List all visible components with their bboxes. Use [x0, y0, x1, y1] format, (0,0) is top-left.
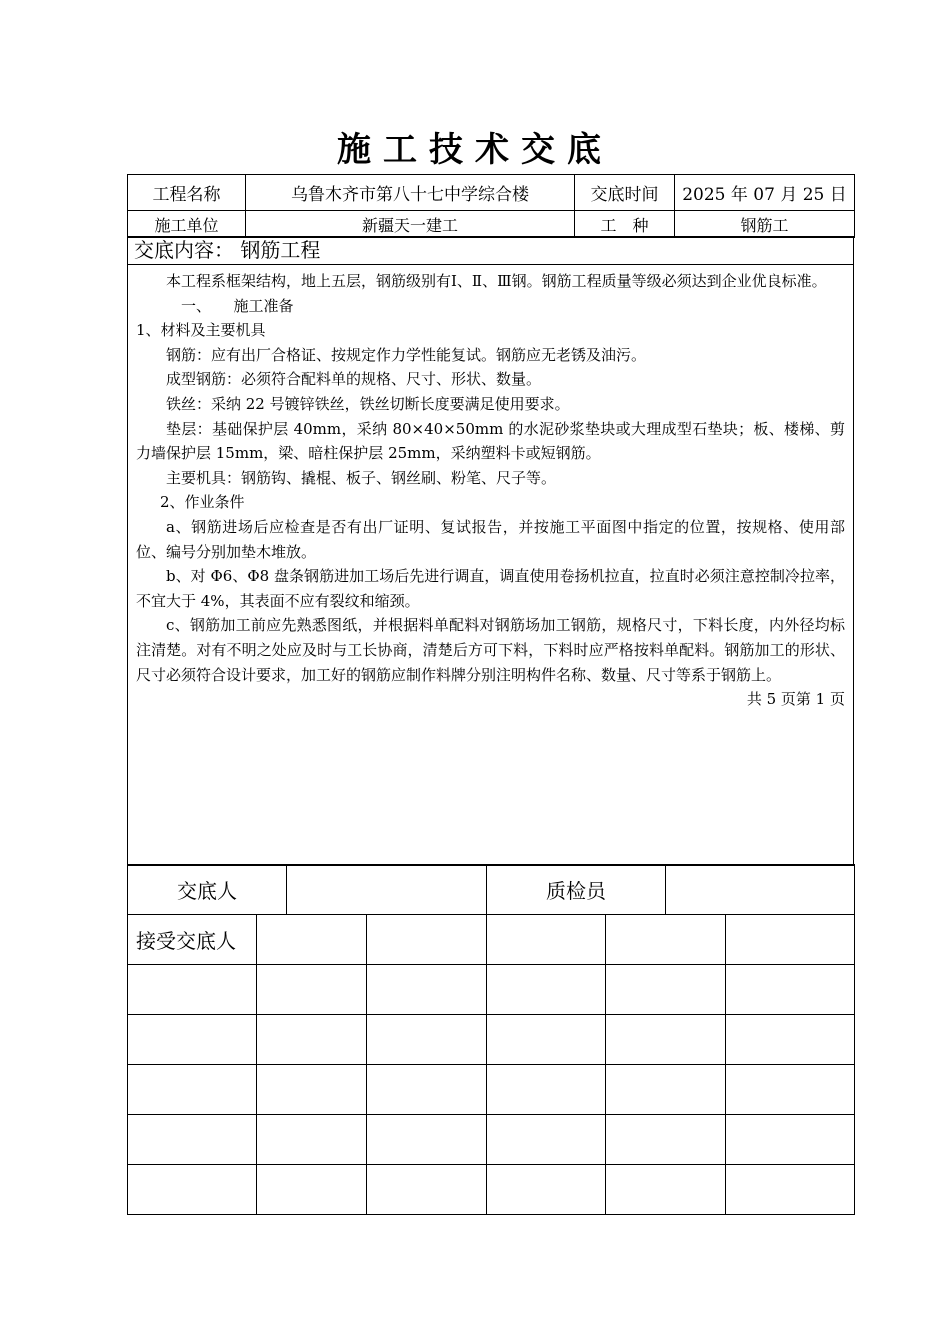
receiver-cell — [257, 1065, 367, 1115]
receiver-row — [128, 1065, 855, 1115]
item-formed-rebar: 成型钢筋：必须符合配料单的规格、尺寸、形状、数量。 — [166, 370, 542, 389]
receiver-cell — [487, 1015, 606, 1065]
construction-unit-value: 新疆天一建工 — [246, 211, 575, 238]
receiver-row — [128, 1015, 855, 1065]
receiver-row — [128, 1165, 855, 1215]
inspector-field — [666, 865, 855, 915]
project-name-value: 乌鲁木齐市第八十七中学综合楼 — [246, 175, 575, 211]
inspector-label: 质检员 — [487, 865, 666, 915]
project-name-label: 工程名称 — [128, 175, 246, 211]
receiver-row — [128, 965, 855, 1015]
receiver-cell — [257, 1015, 367, 1065]
receiver-cell — [487, 1115, 606, 1165]
receiver-cell — [257, 1165, 367, 1215]
receiver-cell — [726, 1115, 855, 1165]
condition-c: c、钢筋加工前应先熟悉图纸，并根据料单配料对钢筋场加工钢筋，规格尺寸，下料长度，内外径均标注清楚。对有不明之处应及时与工长协商，清楚后方可下料，下料时应严格按料单配料。钢筋加工的形状、尺寸必须符合设计要求，加工好的钢筋应制作料牌分别注明构件名称、数量、尺寸等系于钢筋上。 — [136, 616, 845, 684]
receiver-cell — [606, 1065, 726, 1115]
receiver-cell — [606, 1015, 726, 1065]
receiver-cell — [367, 1065, 487, 1115]
intro-paragraph: 本工程系框架结构，地上五层，钢筋级别有Ⅰ、Ⅱ、Ⅲ钢。钢筋工程质量等级必须达到企业优良标准。 — [166, 272, 827, 290]
receiver-cell — [487, 915, 606, 965]
content-body — [128, 265, 853, 712]
construction-unit-label: 施工单位 — [128, 211, 246, 238]
receiver-cell — [367, 965, 487, 1015]
item-wire: 铁丝：采纳 22 号镀锌铁丝，铁丝切断长度要满足使用要求。 — [166, 394, 570, 413]
receivers-table — [127, 914, 855, 1215]
item-tools: 主要机具：钢筋钩、撬棍、板子、钢丝刷、粉笔、尺子等。 — [166, 468, 557, 487]
receiver-row — [128, 915, 855, 965]
receiver-cell — [487, 1065, 606, 1115]
trade-label: 工 种 — [575, 211, 675, 238]
receiver-cell — [257, 1115, 367, 1165]
receiver-cell — [128, 1165, 257, 1215]
receiver-cell — [367, 1165, 487, 1215]
content-section — [127, 236, 854, 866]
receiver-cell — [128, 965, 257, 1015]
page-number: 共 5 页第 1 页 — [746, 690, 845, 709]
item-cushion: 垫层：基础保护层 40mm，采纳 80×40×50mm 的水泥砂浆垫块或大理成型石垫块；板、楼梯、剪力墙保护层 15mm，梁、暗柱保护层 25mm，采纳塑料卡或短钢筋。 — [136, 419, 845, 463]
header-table — [127, 174, 855, 238]
subheading-conditions: 2、作业条件 — [160, 493, 245, 512]
page-title: 施工技术交底 — [337, 130, 613, 170]
receiver-cell — [128, 1065, 257, 1115]
receiver-cell — [487, 1165, 606, 1215]
receiver-cell — [257, 915, 367, 965]
receiver-cell — [367, 1015, 487, 1065]
item-rebar: 钢筋：应有出厂合格证、按规定作力学性能复试。钢筋应无老锈及油污。 — [166, 345, 647, 364]
trade-value: 钢筋工 — [675, 211, 855, 238]
receiver-cell — [367, 915, 487, 965]
receiver-cell — [606, 1165, 726, 1215]
condition-b: b、对 Φ6、Φ8 盘条钢筋进加工场后先进行调直，调直使用卷扬机拉直，拉直时必须注意控制冷拉率，不宜大于 4%，其表面不应有裂纹和缩颈。 — [136, 567, 845, 610]
subheading-materials: 1、材料及主要机具 — [136, 321, 266, 340]
content-heading: 交底内容： 钢筋工程 — [128, 237, 853, 265]
receiver-row — [128, 1115, 855, 1165]
disclosure-time-label: 交底时间 — [575, 175, 675, 211]
receiver-cell — [726, 1065, 855, 1115]
receiver-cell — [128, 1015, 257, 1065]
receiver-cell — [367, 1115, 487, 1165]
receiver-cell — [606, 965, 726, 1015]
receiver-cell — [606, 915, 726, 965]
receivers-label: 接受交底人 — [128, 915, 257, 965]
receiver-cell — [726, 1165, 855, 1215]
condition-a: a、钢筋进场后应检查是否有出厂证明、复试报告，并按施工平面图中指定的位置，按规格、使用部位、编号分别加垫木堆放。 — [136, 517, 845, 561]
receiver-cell — [606, 1115, 726, 1165]
discloser-label: 交底人 — [128, 865, 287, 915]
signature-table — [127, 864, 855, 915]
disclosure-time-value: 2025 年 07 月 25 日 — [675, 175, 855, 211]
section-heading-preparation: 一、 施工准备 — [181, 296, 294, 315]
receiver-cell — [128, 1115, 257, 1165]
receiver-cell — [726, 965, 855, 1015]
receiver-cell — [726, 1015, 855, 1065]
receiver-cell — [257, 965, 367, 1015]
discloser-field — [287, 865, 487, 915]
receiver-cell — [487, 965, 606, 1015]
receiver-cell — [726, 915, 855, 965]
